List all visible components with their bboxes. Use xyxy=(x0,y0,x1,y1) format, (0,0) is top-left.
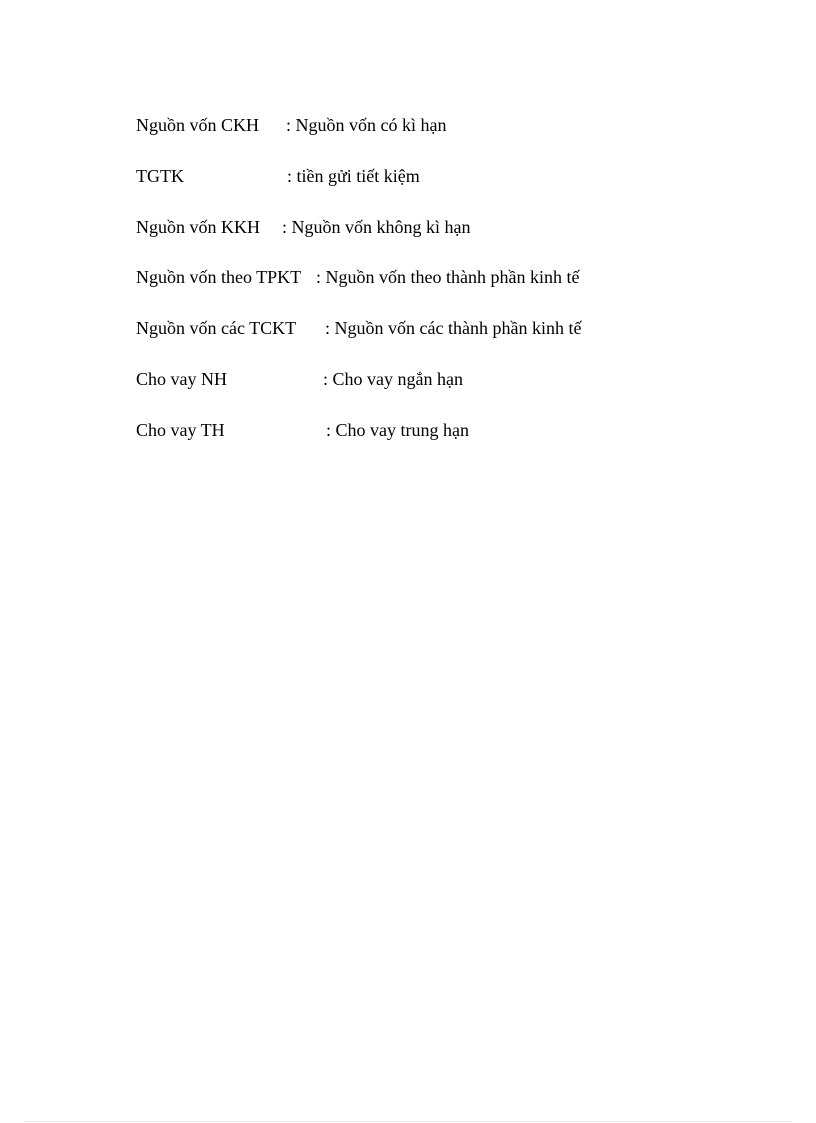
abbreviation-term: TGTK xyxy=(136,165,184,186)
abbreviation-definition: : Nguồn vốn có kì hạn xyxy=(286,115,447,135)
abbreviation-definition: : Nguồn vốn không kì hạn xyxy=(282,216,471,237)
abbreviation-term: Cho vay NH xyxy=(136,368,227,389)
abbreviation-term: Nguồn vốn các TCKT xyxy=(136,318,297,339)
page-bottom-divider xyxy=(24,1121,792,1122)
abbreviation-term: Cho vay TH xyxy=(136,419,225,440)
abbreviation-term: Nguồn vốn theo TPKT xyxy=(136,267,302,288)
abbreviation-definition: : Nguồn vốn theo thành phần kinh tế xyxy=(316,267,580,288)
abbreviation-definition: : tiền gửi tiết kiệm xyxy=(287,165,420,186)
abbreviation-definition: : Cho vay ngắn hạn xyxy=(323,368,463,389)
abbreviation-definition: : Nguồn vốn các thành phần kinh tế xyxy=(325,318,582,339)
abbreviation-term: Nguồn vốn KKH xyxy=(136,216,260,237)
abbreviation-term: Nguồn vốn CKH xyxy=(136,115,260,135)
abbreviation-definition: : Cho vay trung hạn xyxy=(326,419,469,440)
